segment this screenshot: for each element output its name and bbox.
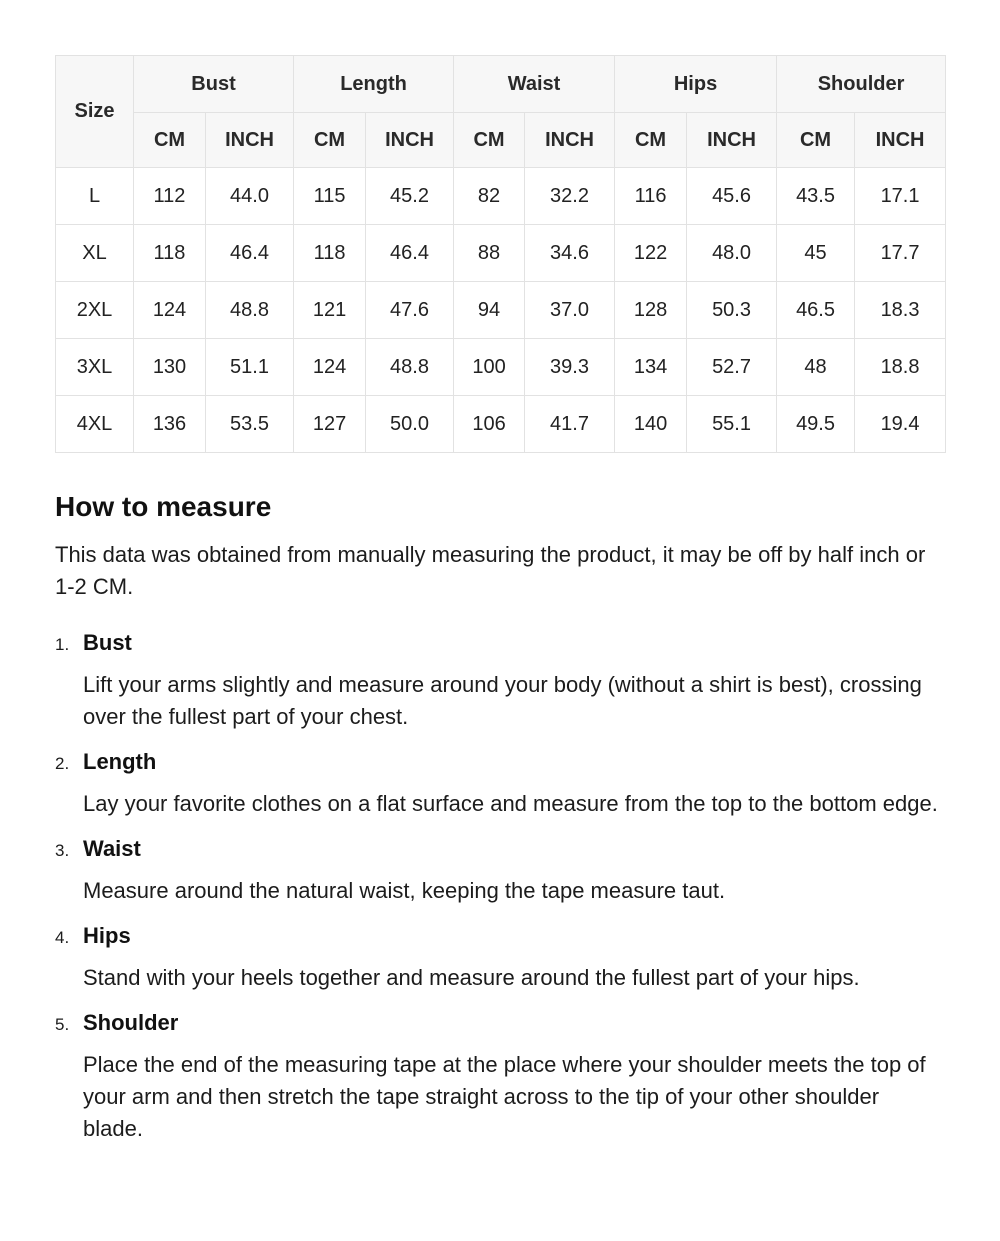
step-number: 3. xyxy=(55,841,70,860)
measurement-cell: 55.1 xyxy=(687,396,777,453)
unit-header-inch: INCH xyxy=(687,113,777,168)
measurement-cell: 48.8 xyxy=(206,282,294,339)
measurement-cell: 43.5 xyxy=(777,168,855,225)
table-row xyxy=(56,339,946,396)
step-number: 2. xyxy=(55,754,70,773)
unit-header-inch: INCH xyxy=(855,113,946,168)
step-number: 1. xyxy=(55,635,70,654)
measurement-cell: 130 xyxy=(134,339,206,396)
measurement-cell: 128 xyxy=(615,282,687,339)
step-description: Lay your favorite clothes on a flat surface and measure from the top to the bottom edge. xyxy=(83,791,938,816)
measurement-cell: 44.0 xyxy=(206,168,294,225)
unit-header-inch: INCH xyxy=(525,113,615,168)
measurement-cell: 50.0 xyxy=(366,396,454,453)
step-description: Measure around the natural waist, keeping the tape measure taut. xyxy=(83,878,726,903)
step-head xyxy=(55,922,945,950)
unit-header-cm: CM xyxy=(294,113,366,168)
measurement-cell: 118 xyxy=(134,225,206,282)
measurement-cell: 17.1 xyxy=(855,168,946,225)
step-title: Hips xyxy=(83,923,131,948)
size-cell: 4XL xyxy=(56,396,134,453)
step-number: 5. xyxy=(55,1015,70,1034)
measurement-cell: 140 xyxy=(615,396,687,453)
measurement-cell: 34.6 xyxy=(525,225,615,282)
measurement-cell: 19.4 xyxy=(855,396,946,453)
size-chart-table xyxy=(55,55,946,453)
step-head xyxy=(55,1009,945,1037)
step-head xyxy=(55,748,945,776)
step-item xyxy=(55,922,945,994)
step-item xyxy=(55,1009,945,1145)
column-header-size: Size xyxy=(56,56,134,168)
measurement-cell: 46.5 xyxy=(777,282,855,339)
step-item xyxy=(55,748,945,820)
step-item xyxy=(55,835,945,907)
measurement-cell: 121 xyxy=(294,282,366,339)
step-description: Lift your arms slightly and measure around your body (without a shirt is best), crossing over the fullest part of your chest. xyxy=(83,672,922,729)
step-title: Bust xyxy=(83,630,132,655)
size-cell: 2XL xyxy=(56,282,134,339)
measurement-cell: 106 xyxy=(454,396,525,453)
measurement-cell: 48.8 xyxy=(366,339,454,396)
column-header-shoulder: Shoulder xyxy=(777,56,946,113)
measurement-cell: 112 xyxy=(134,168,206,225)
column-header-hips: Hips xyxy=(615,56,777,113)
measurement-cell: 53.5 xyxy=(206,396,294,453)
size-cell: L xyxy=(56,168,134,225)
measurement-cell: 39.3 xyxy=(525,339,615,396)
measurement-cell: 88 xyxy=(454,225,525,282)
measurement-cell: 100 xyxy=(454,339,525,396)
measurement-cell: 48 xyxy=(777,339,855,396)
step-head xyxy=(55,629,945,657)
measurement-cell: 127 xyxy=(294,396,366,453)
step-description: Stand with your heels together and measure around the fullest part of your hips. xyxy=(83,965,860,990)
measurement-cell: 37.0 xyxy=(525,282,615,339)
step-head xyxy=(55,835,945,863)
measurement-cell: 18.3 xyxy=(855,282,946,339)
column-header-waist: Waist xyxy=(454,56,615,113)
measurement-cell: 45.6 xyxy=(687,168,777,225)
measurement-cell: 18.8 xyxy=(855,339,946,396)
measurement-cell: 52.7 xyxy=(687,339,777,396)
table-row xyxy=(56,282,946,339)
unit-header-inch: INCH xyxy=(366,113,454,168)
measurement-cell: 50.3 xyxy=(687,282,777,339)
measurement-cell: 94 xyxy=(454,282,525,339)
measurement-cell: 124 xyxy=(294,339,366,396)
table-group-header-row xyxy=(56,56,946,113)
measurement-cell: 118 xyxy=(294,225,366,282)
size-cell: XL xyxy=(56,225,134,282)
measurement-cell: 115 xyxy=(294,168,366,225)
measurement-cell: 116 xyxy=(615,168,687,225)
measurement-cell: 45 xyxy=(777,225,855,282)
measure-steps xyxy=(55,629,945,1145)
unit-header-cm: CM xyxy=(134,113,206,168)
how-to-measure-title: How to measure xyxy=(55,491,272,522)
measurement-cell: 49.5 xyxy=(777,396,855,453)
step-title: Length xyxy=(83,749,157,774)
measurement-cell: 17.7 xyxy=(855,225,946,282)
unit-header-cm: CM xyxy=(777,113,855,168)
measurement-cell: 134 xyxy=(615,339,687,396)
measurement-cell: 51.1 xyxy=(206,339,294,396)
measurement-cell: 82 xyxy=(454,168,525,225)
measurement-cell: 46.4 xyxy=(206,225,294,282)
measurement-cell: 136 xyxy=(134,396,206,453)
step-item xyxy=(55,629,945,733)
measurement-cell: 47.6 xyxy=(366,282,454,339)
step-title: Shoulder xyxy=(83,1010,179,1035)
unit-header-cm: CM xyxy=(615,113,687,168)
table-row xyxy=(56,396,946,453)
table-row xyxy=(56,168,946,225)
measurement-cell: 46.4 xyxy=(366,225,454,282)
step-number: 4. xyxy=(55,928,70,947)
measurement-cell: 48.0 xyxy=(687,225,777,282)
table-unit-header-row xyxy=(56,113,946,168)
step-title: Waist xyxy=(83,836,141,861)
unit-header-inch: INCH xyxy=(206,113,294,168)
measurement-cell: 124 xyxy=(134,282,206,339)
column-header-bust: Bust xyxy=(134,56,294,113)
column-header-length: Length xyxy=(294,56,454,113)
unit-header-cm: CM xyxy=(454,113,525,168)
intro-paragraph: This data was obtained from manually measuring the product, it may be off by half inch or 1-2 CM. xyxy=(55,542,926,599)
measurement-cell: 32.2 xyxy=(525,168,615,225)
measurement-cell: 122 xyxy=(615,225,687,282)
table-row xyxy=(56,225,946,282)
size-cell: 3XL xyxy=(56,339,134,396)
measurement-cell: 45.2 xyxy=(366,168,454,225)
measurement-cell: 41.7 xyxy=(525,396,615,453)
size-table-body xyxy=(56,168,946,453)
step-description: Place the end of the measuring tape at the place where your shoulder meets the top of your arm and then stretch the tape straight across to the tip of your other shoulder blade. xyxy=(83,1052,926,1141)
